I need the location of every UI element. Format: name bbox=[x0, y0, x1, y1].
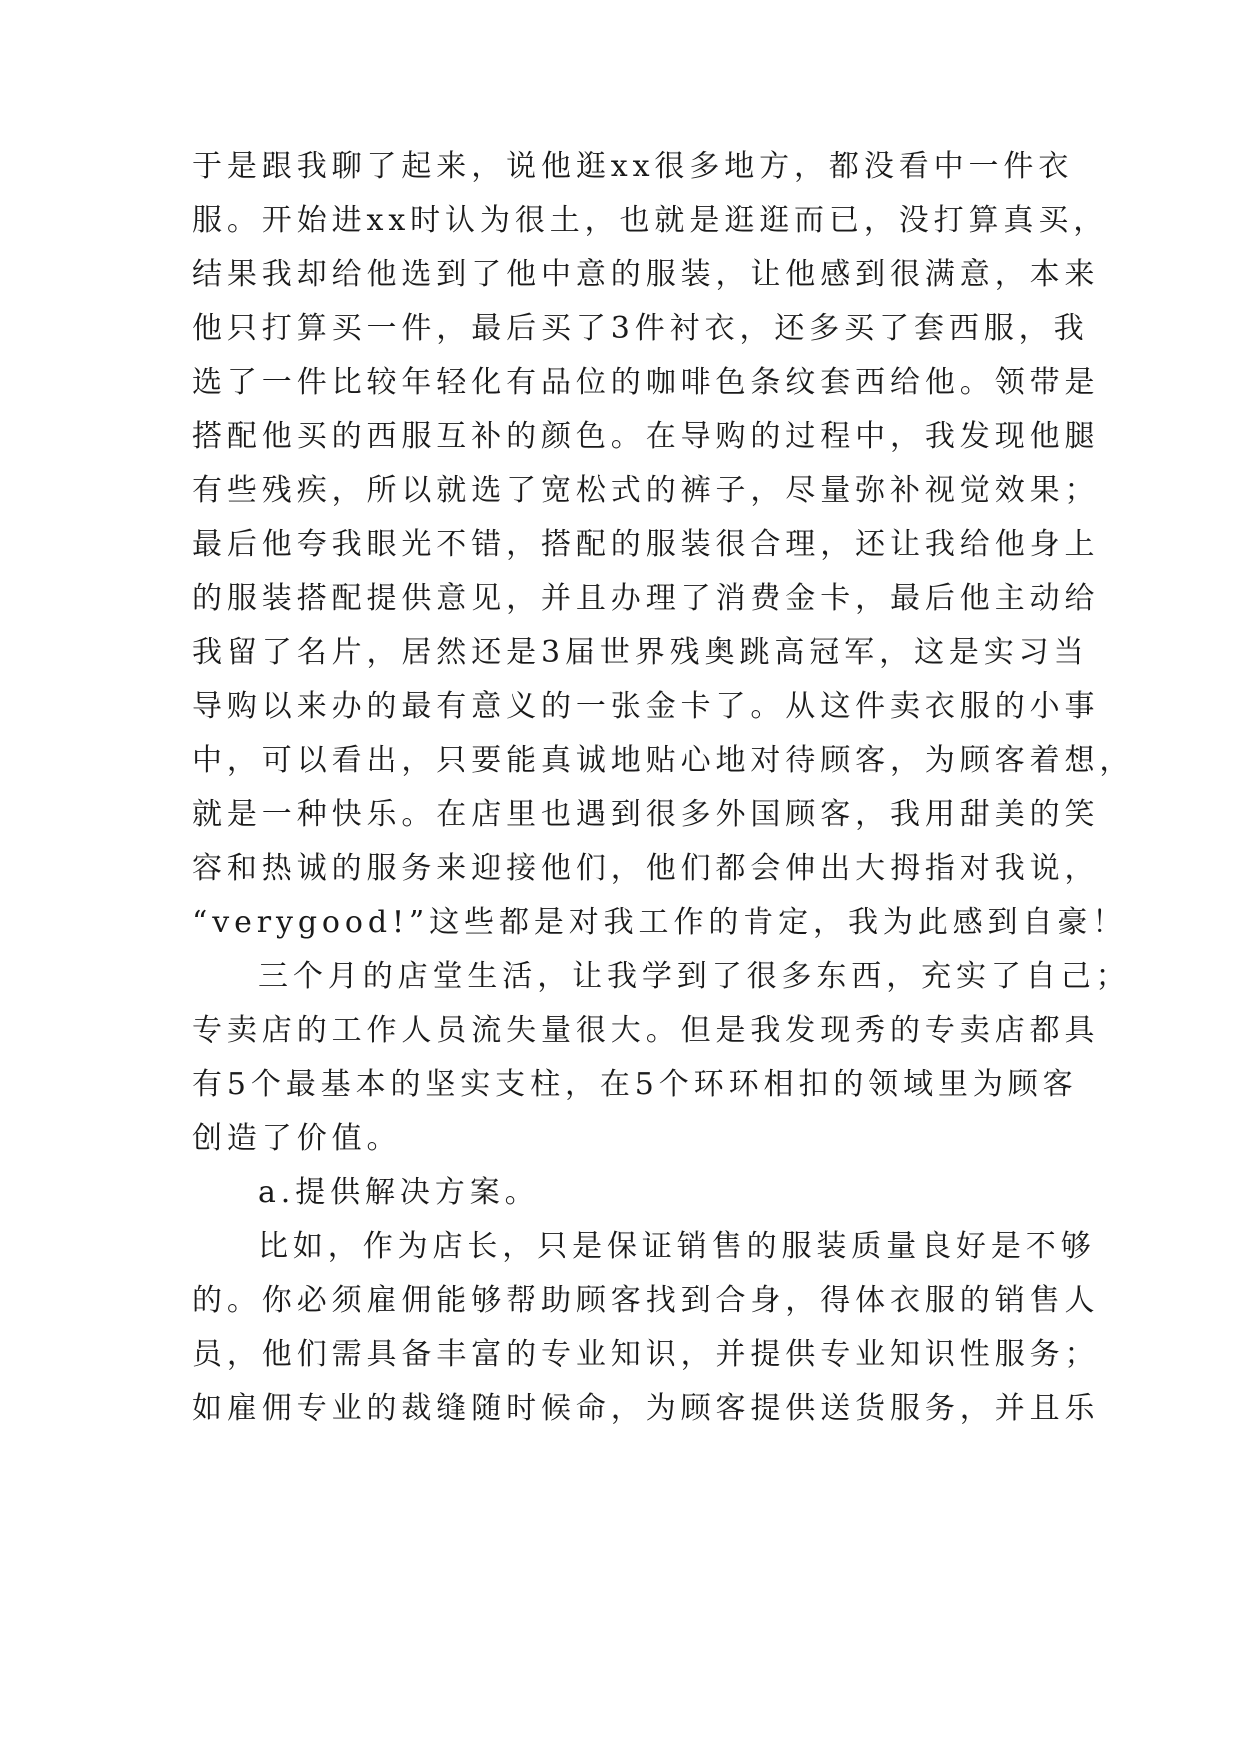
text-line: 搭配他买的西服互补的颜色。在导购的过程中，我发现他腿 bbox=[192, 419, 1100, 454]
text-line: 最后他夸我眼光不错，搭配的服装很合理，还让我给他身上 bbox=[192, 527, 1100, 562]
text-line: 员，他们需具备丰富的专业知识，并提供专业知识性服务； bbox=[192, 1337, 1100, 1372]
text-line: 有些残疾，所以就选了宽松式的裤子，尽量弥补视觉效果； bbox=[192, 473, 1100, 508]
text-line: 导购以来办的最有意义的一张金卡了。从这件卖衣服的小事 bbox=[192, 689, 1100, 724]
text-line: 的服装搭配提供意见，并且办理了消费金卡，最后他主动给 bbox=[192, 581, 1100, 616]
text-line: 有5个最基本的坚实支柱，在5个环环相扣的领域里为顾客 bbox=[192, 1067, 1078, 1102]
text-line: 中，可以看出，只要能真诚地贴心地对待顾客，为顾客着想， bbox=[192, 743, 1135, 778]
text-line: 容和热诚的服务来迎接他们，他们都会伸出大拇指对我说， bbox=[192, 851, 1100, 886]
text-line: 服。开始进xx时认为很土，也就是逛逛而已，没打算真买， bbox=[192, 203, 1109, 238]
text-line: 就是一种快乐。在店里也遇到很多外国顾客，我用甜美的笑 bbox=[192, 797, 1100, 832]
text-line: 于是跟我聊了起来，说他逛xx很多地方，都没看中一件衣 bbox=[192, 149, 1074, 184]
text-line: 专卖店的工作人员流失量很大。但是我发现秀的专卖店都具 bbox=[192, 1013, 1100, 1048]
text-line: 选了一件比较年轻化有品位的咖啡色条纹套西给他。领带是 bbox=[192, 365, 1100, 400]
text-line: 创造了价值。 bbox=[192, 1121, 402, 1156]
paragraph-first-line: 比如，作为店长，只是保证销售的服装质量良好是不够 bbox=[258, 1229, 1096, 1264]
text-line: 结果我却给他选到了他中意的服装，让他感到很满意，本来 bbox=[192, 257, 1100, 292]
section-heading: a.提供解决方案。 bbox=[258, 1175, 540, 1210]
text-line: 如雇佣专业的裁缝随时候命，为顾客提供送货服务，并且乐 bbox=[192, 1391, 1100, 1426]
text-line: “verygood!”这些都是对我工作的肯定，我为此感到自豪！ bbox=[192, 905, 1128, 940]
text-line: 的。你必须雇佣能够帮助顾客找到合身，得体衣服的销售人 bbox=[192, 1283, 1100, 1318]
paragraph-first-line: 三个月的店堂生活，让我学到了很多东西，充实了自己； bbox=[258, 959, 1131, 994]
text-line: 他只打算买一件，最后买了3件衬衣，还多买了套西服，我 bbox=[192, 311, 1089, 346]
text-line: 我留了名片，居然还是3届世界残奥跳高冠军，这是实习当 bbox=[192, 635, 1089, 670]
